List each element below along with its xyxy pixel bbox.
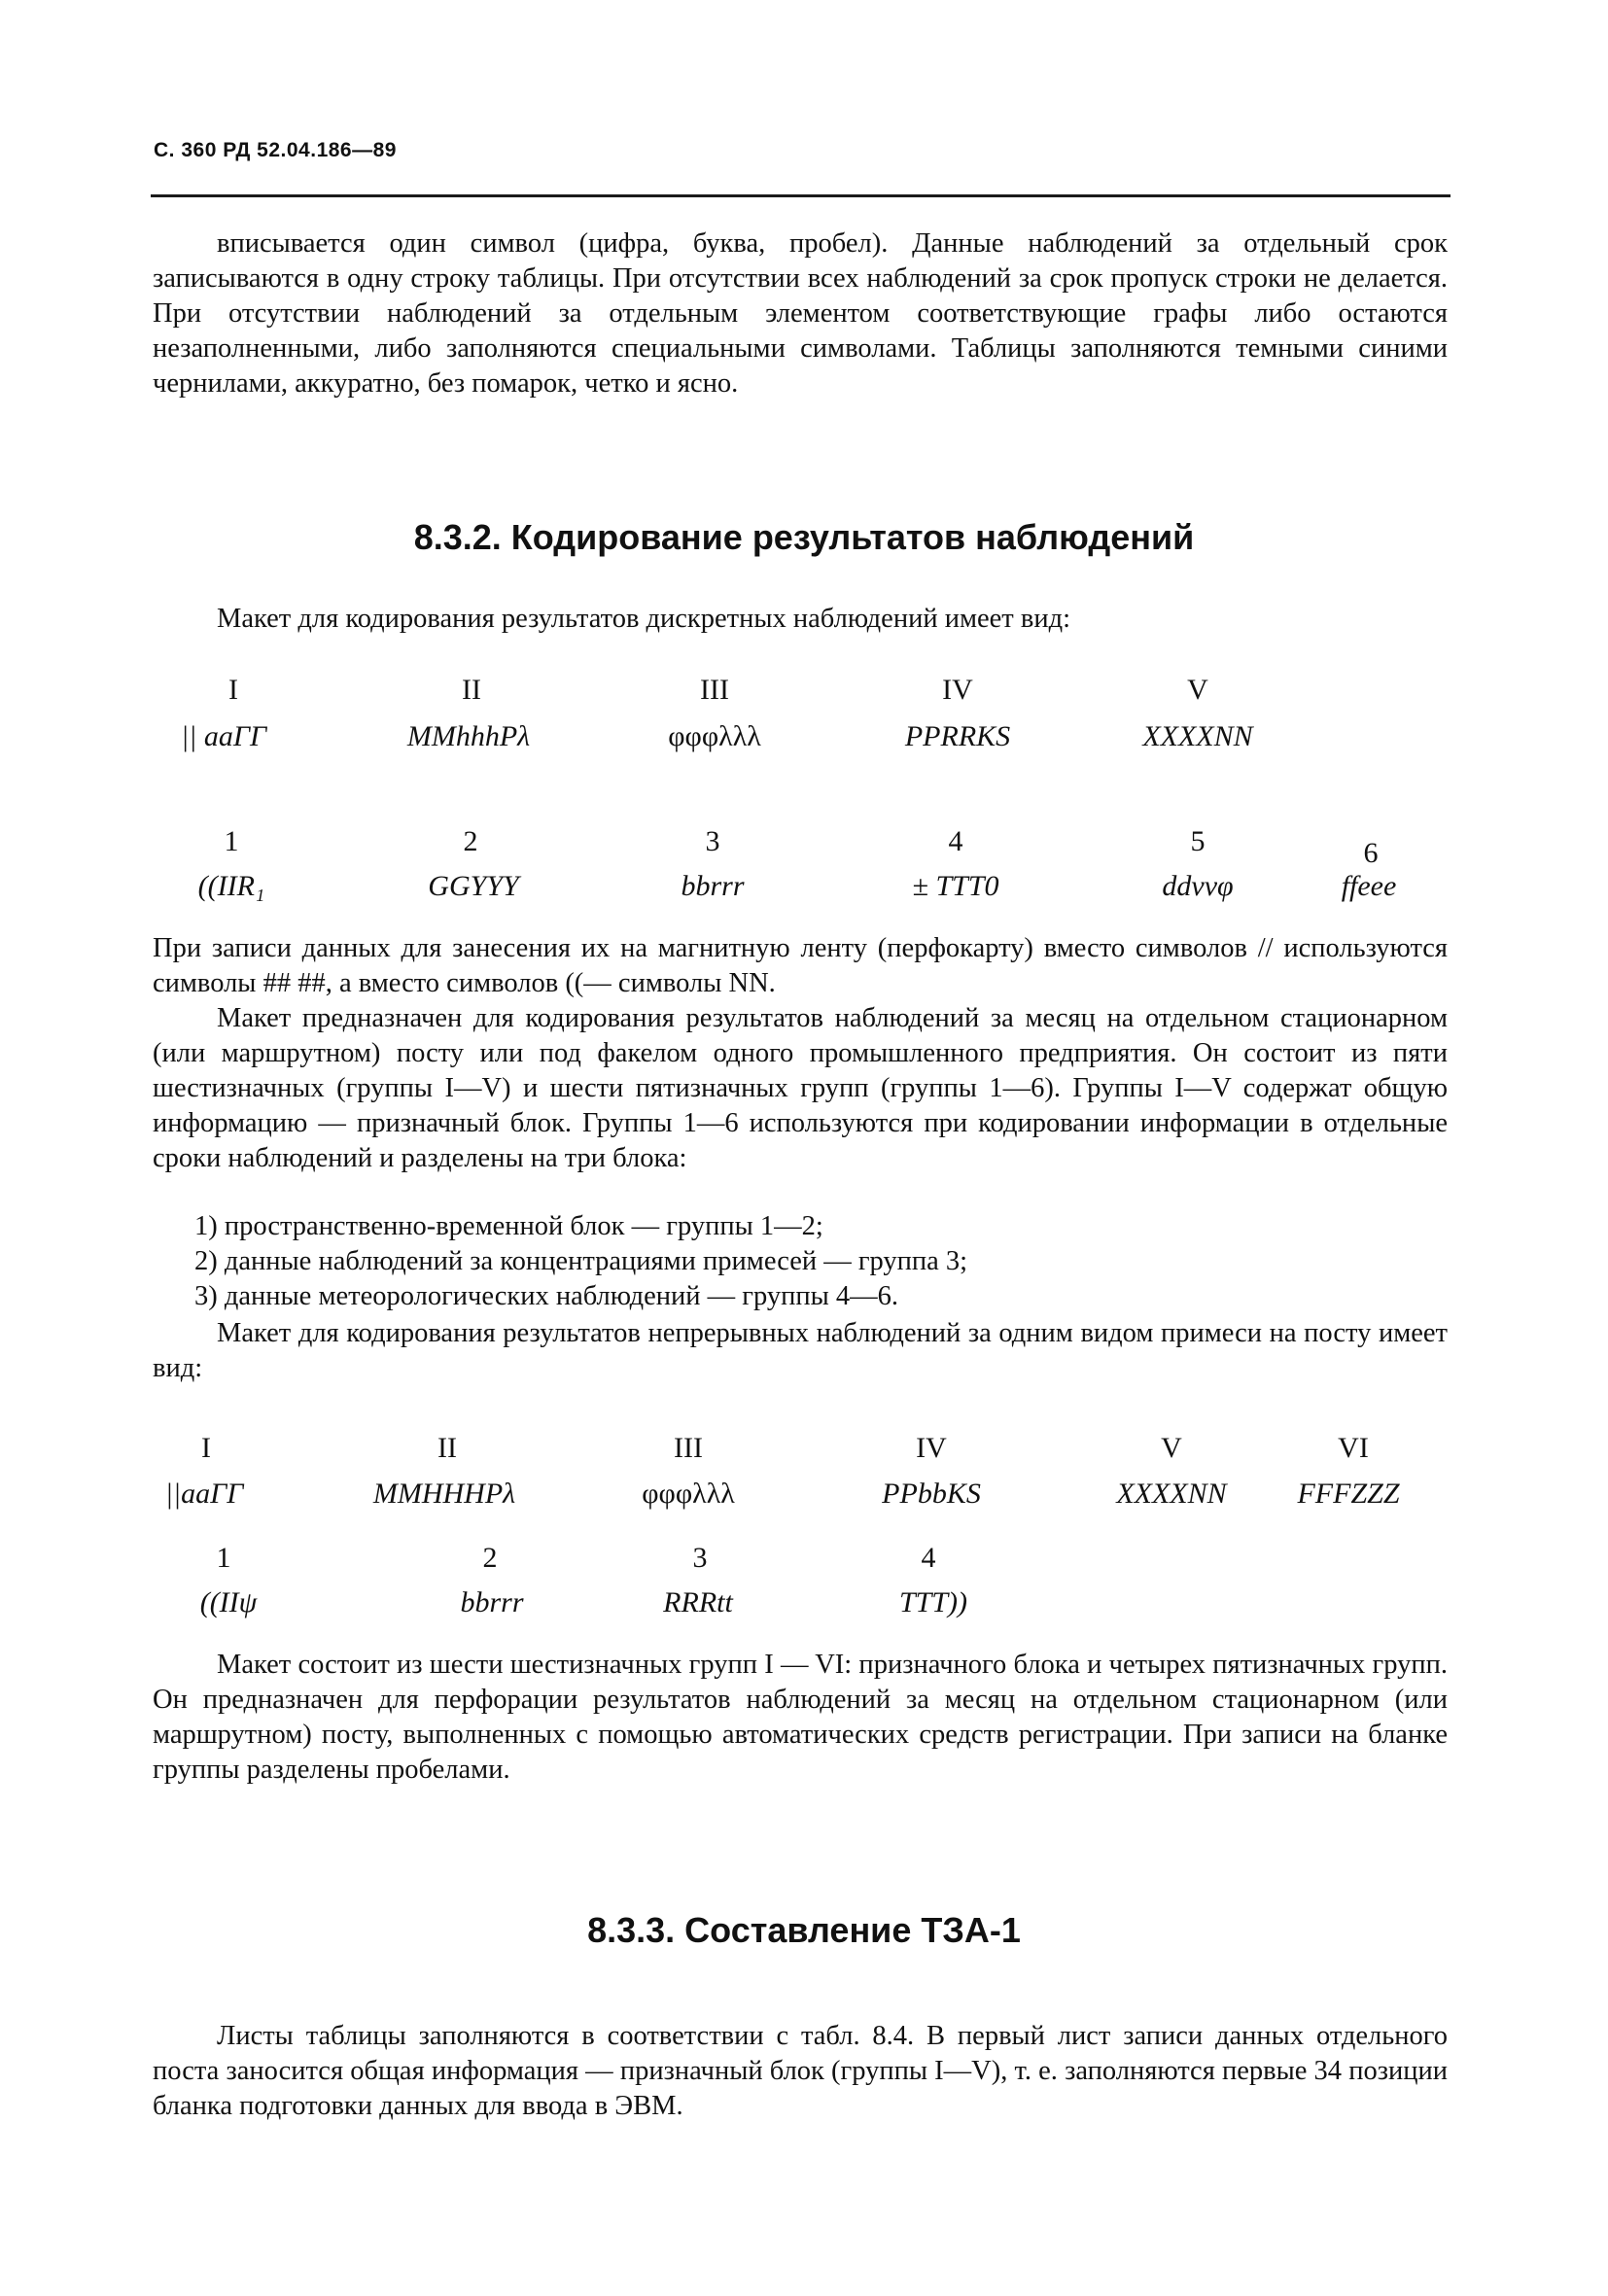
layout2-group-code: ||aaГГ <box>164 1478 244 1510</box>
layout2-lead: Макет для кодирования результатов непрерывных наблюдений за одним видом примеси на посту имеет вид: <box>153 1318 1448 1383</box>
layout1-block-num: 3 <box>705 825 720 857</box>
layout1-block-code: ddvvφ <box>1162 870 1234 902</box>
layout1-block-code: GGYYY <box>428 870 519 902</box>
paragraph-layout-purpose: Макет предназначен для кодирования результатов наблюдений за месяц на отдельном стационарном (или маршрутном) посту или под факелом одного промышленного предприятия. Он состоит из пяти шестизначных (группы I—V) и шести пятизначных групп (группы 1—6). Группы I—V содержат общую информацию — призначный блок. Группы 1—6 используются при кодировании информации в отдельные сроки наблюдений и разделены на три блока: <box>153 1003 1448 1173</box>
layout2-group-code: FFFZZZ <box>1297 1478 1400 1510</box>
layout2-block-num: 3 <box>692 1542 708 1574</box>
paragraph-layout2-description: Макет состоит из шести шестизначных групп I — VI: призначного блока и четырех пятизначных групп. Он предназначен для перфорации результатов наблюдений за месяц на отдельном стационарном (или маршрутном) посту, выполненных с помощью автоматических средств регистрации. При записи на бланке группы разделены пробелами. <box>153 1650 1448 1785</box>
layout1-group-num: I <box>228 674 238 706</box>
section-832-title: 8.3.2. Кодирование результатов наблюдений <box>413 517 1195 557</box>
layout2-group-code: PPbbKS <box>882 1478 981 1510</box>
layout2-group-num: III <box>674 1432 703 1464</box>
layout1-block-code: ((IIR₁ <box>197 870 265 902</box>
layout1-block-code: bbrrr <box>681 870 745 902</box>
block-list-item: 2) данные наблюдений за концентрациями примесей — группа 3; <box>194 1246 968 1276</box>
block-list-item: 3) данные метеорологических наблюдений — группы 4—6. <box>194 1281 898 1311</box>
block-list-item: 1) пространственно-временной блок — группы 1—2; <box>194 1211 823 1241</box>
paragraph-symbols: При записи данных для занесения их на магнитную ленту (перфокарту) вместо символов // используются символы ## ##, а вместо символов ((— символы NN. <box>153 933 1448 998</box>
layout1-group-code: PPRRKS <box>904 720 1011 752</box>
layout2-block-code: RRRtt <box>663 1586 733 1618</box>
layout1-block-num: 6 <box>1363 837 1379 869</box>
layout2-group-num: II <box>437 1432 457 1464</box>
layout1-lead: Макет для кодирования результатов дискретных наблюдений имеет вид: <box>217 604 1070 634</box>
layout2-group-num: IV <box>916 1432 947 1464</box>
layout2-block-code: bbrrr <box>460 1586 524 1618</box>
layout1-block-num: 5 <box>1190 825 1206 857</box>
layout2-group-code: φφφλλλ <box>642 1478 735 1510</box>
section-833-title: 8.3.3. Составление ТЗА-1 <box>587 1910 1021 1950</box>
layout1-group-code: MMhhhPλ <box>406 720 531 752</box>
layout1-group-code: XXXXNN <box>1142 720 1253 752</box>
layout1-group-num: V <box>1187 674 1208 706</box>
layout2-group-num: V <box>1161 1432 1182 1464</box>
layout2-group-code: XXXXNN <box>1116 1478 1227 1510</box>
layout1-block-code: ffeee <box>1341 870 1397 902</box>
layout1-block-num: 2 <box>463 825 478 857</box>
layout2-group-num: VI <box>1338 1432 1369 1464</box>
layout2-block-code: TTT)) <box>898 1586 968 1618</box>
header-rule <box>151 194 1451 197</box>
layout2-block-num: 4 <box>921 1542 936 1574</box>
layout2-block-code: ((IIψ <box>199 1586 258 1618</box>
layout1-group-num: II <box>462 674 481 706</box>
layout1-group-num: IV <box>942 674 973 706</box>
layout2-block-num: 1 <box>216 1542 231 1574</box>
layout1-block-num: 4 <box>948 825 963 857</box>
page-header: С. 360 РД 52.04.186—89 <box>154 139 397 161</box>
layout2-group-num: I <box>201 1432 211 1464</box>
layout1-group-code: || aaГГ <box>180 720 267 752</box>
layout1-group-code: φφφλλλ <box>668 720 761 752</box>
intro-paragraph: вписывается один символ (цифра, буква, пробел). Данные наблюдений за отдельный срок записываются в одну строку таблицы. При отсутствии всех наблюдений за срок пропуск строки не делается. При отсутствии наблюдений за отдельным элементом соответствующие графы либо остаются незаполненными, либо заполняются специальными символами. Таблицы заполняются темными синими чернилами, аккуратно, без помарок, четко и ясно. <box>153 228 1448 399</box>
layout1-block-code: ± TTT0 <box>912 870 999 902</box>
layout1-group-num: III <box>700 674 729 706</box>
paragraph-sheets: Листы таблицы заполняются в соответствии с табл. 8.4. В первый лист записи данных отдельного поста заносится общая информация — призначный блок (группы I—V), т. е. заполняются первые 34 позиции бланка подготовки данных для ввода в ЭВМ. <box>153 2021 1448 2121</box>
layout2-group-code: MMHHHPλ <box>372 1478 516 1510</box>
layout1-block-num: 1 <box>224 825 239 857</box>
layout2-block-num: 2 <box>482 1542 498 1574</box>
